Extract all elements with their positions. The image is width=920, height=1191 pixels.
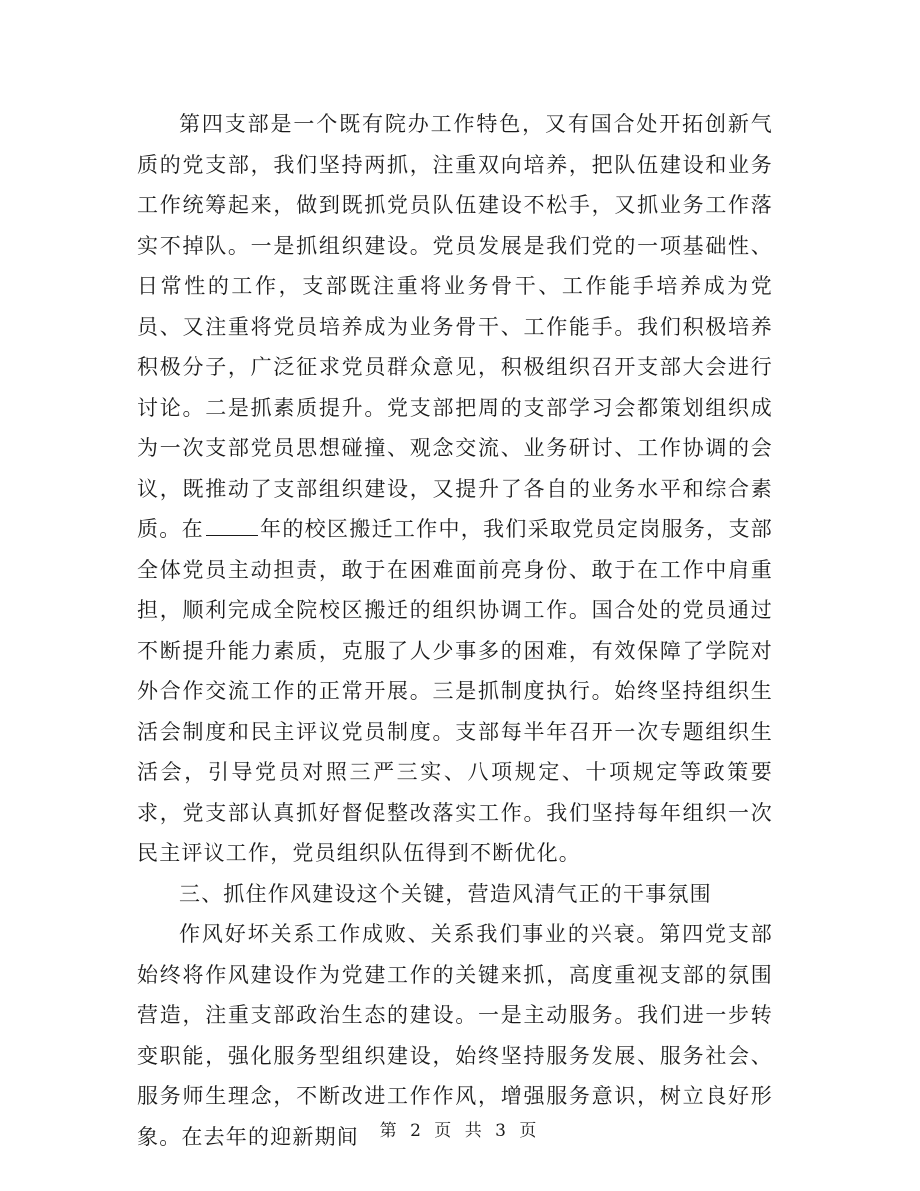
paragraph-text-part-2: 年的校区搬迁工作中，我们采取党员定岗服务，支部全体党员主动担责，敢于在困难面前亮身份、敢于在工作中肩重担，顺利完成全院校区搬迁的组织协调工作。国合处的党员通过不断提升能力素质，克服了人少事多的困难，有效保障了学院对外合作交流工作的正常开展。三是抓制度执行。始终坚持组织生活会制度和民主评议党员制度。支部每半年召开一次专题组织生活会，引导党员对照三严三实、八项规定、十项规定等政策要求，党支部认真抓好督促整改落实工作。我们坚持每年组织一次民主评议工作，党员组织队伍得到不断优化。 [137,517,773,865]
paragraph-work-style: 作风好坏关系工作成败、关系我们事业的兴衰。第四党支部始终将作风建设作为党建工作的关键来抓，高度重视支部的氛围营造，注重支部政治生态的建设。一是主动服务。我们进一步转变职能，强化服务型组织建设，始终坚持服务发展、服务社会、服务师生理念，不断改进工作作风，增强服务意识，树立良好形象。在去年的迎新期间 [137,922,773,1149]
year-blank [206,534,258,536]
page-number-footer: 第 2 页 共 3 页 [379,1121,541,1141]
section-heading-three: 三、抓住作风建设这个关键，营造风清气正的干事氛围 [179,881,712,906]
paragraph-text-part-1: 第四支部是一个既有院办工作特色，又有国合处开拓创新气质的党支部，我们坚持两抓，注重双向培养，把队伍建设和业务工作统筹起来，做到既抓党员队伍建设不松手，又抓业务工作落实不掉队。一是抓组织建设。党员发展是我们党的一项基础性、日常性的工作，支部既注重将业务骨干、工作能手培养成为党员、又注重将党员培养成为业务骨干、工作能手。我们积极培养积极分子，广泛征求党员群众意见，积极组织召开支部大会进行讨论。二是抓素质提升。党支部把周的支部学习会都策划组织成为一次支部党员思想碰撞、观念交流、业务研讨、工作协调的会议，既推动了支部组织建设，又提升了各自的业务水平和综合素质。在 [137,112,773,541]
document-body [137,104,773,1157]
paragraph-fourth-branch [137,104,773,874]
